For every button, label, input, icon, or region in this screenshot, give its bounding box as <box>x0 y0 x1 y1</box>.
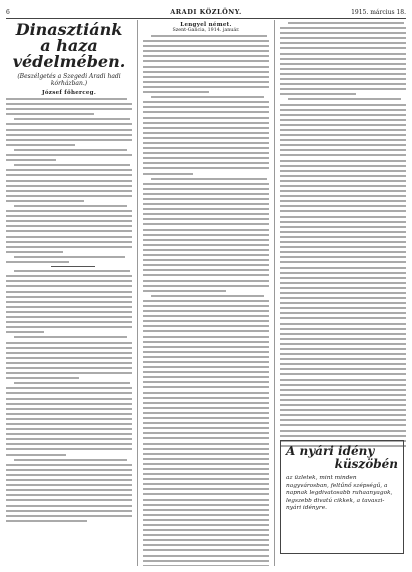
article-body-text <box>6 98 132 522</box>
article-headline: Lengyel német. <box>180 22 232 28</box>
ad-title-line2: küszöbén <box>334 457 398 471</box>
section-heading: József főherceg. <box>41 90 97 96</box>
ad-title-line1: A nyári idény <box>286 444 375 458</box>
article-body-text <box>280 22 406 447</box>
ad-body: az üzletek, mint minden nagyvárosban, feltűnő szépségű, a napnak legdivatosabb ruhaanyagok, legszebb divatú cikkek, a tavaszi-nyári idényre. <box>286 475 393 511</box>
article-title-line1: Dinasztiánk <box>15 20 123 39</box>
column-3 <box>280 20 406 566</box>
issue-date: 1915. március 18. <box>351 9 406 16</box>
article-dateline: Szent-Galicia, 1914. január. <box>172 28 240 33</box>
page-number: 6 <box>6 9 10 16</box>
newspaper-page <box>6 8 406 568</box>
column-rule <box>274 20 275 566</box>
column-rule <box>137 20 138 566</box>
article-subtitle-line1: (Beszélgetés a Szegedi Aradi hadi <box>17 73 121 80</box>
article-title-line2: a haza védelmében. <box>12 36 126 71</box>
page-header <box>6 8 406 19</box>
column-2 <box>143 20 269 566</box>
column-1 <box>6 20 132 566</box>
article-subtitle-line2: kórházban.) <box>50 80 88 87</box>
advertisement-box <box>280 440 404 554</box>
article-body-text <box>143 35 269 566</box>
newspaper-name: ARADI KÖZLÖNY. <box>170 8 242 16</box>
